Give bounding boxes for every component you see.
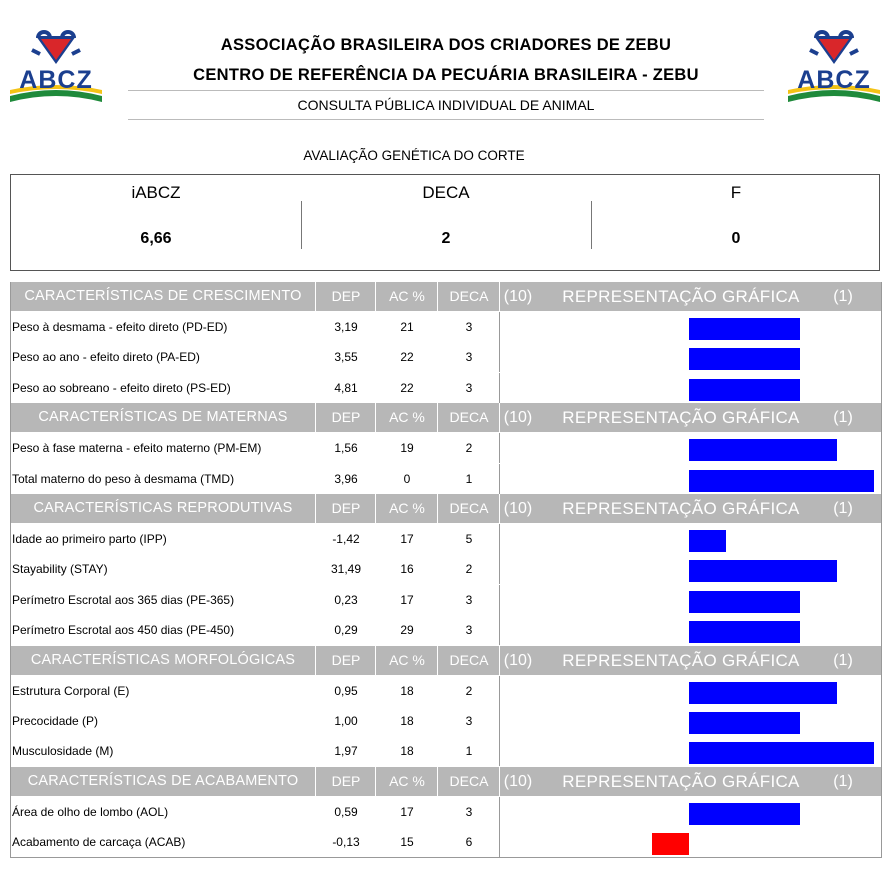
section-title: CARACTERÍSTICAS REPRODUTIVAS	[33, 499, 293, 516]
trait-dep: 0,59	[334, 804, 358, 819]
trait-deca: 1	[465, 471, 473, 486]
header-separator	[315, 282, 316, 311]
trait-ac: 0	[403, 471, 411, 486]
summary-deca	[301, 175, 591, 270]
section-header	[11, 282, 881, 312]
col-deca-header: DECA	[449, 772, 489, 789]
positive-bar	[689, 803, 800, 825]
section-title: CARACTERÍSTICAS MORFOLÓGICAS	[30, 651, 296, 668]
abcz-logo-left	[8, 26, 104, 106]
graph-cell	[499, 676, 882, 706]
table-row	[11, 797, 881, 827]
trait-deca: 5	[465, 531, 473, 546]
header-separator	[437, 767, 438, 796]
col-ac-header: AC %	[389, 288, 425, 304]
summary-box	[10, 174, 880, 271]
evaluation-title: AVALIAÇÃO GENÉTICA DO CORTE	[303, 148, 525, 163]
graph-header: REPRESENTAÇÃO GRÁFICA	[562, 287, 800, 306]
positive-bar	[689, 682, 837, 704]
trait-name: Musculosidade (M)	[12, 744, 114, 759]
trait-dep: 1,00	[334, 713, 358, 728]
graph-cell	[499, 554, 882, 584]
col-dep-header: DEP	[331, 772, 361, 789]
col-dep-header: DEP	[331, 499, 361, 516]
trait-ac: 17	[400, 804, 414, 819]
trait-name: Acabamento de carcaça (ACAB)	[12, 835, 186, 850]
trait-name: Estrutura Corporal (E)	[12, 683, 130, 698]
header-separator	[315, 403, 316, 432]
trait-deca: 3	[465, 592, 473, 607]
scale-right-label: (1)	[833, 499, 853, 517]
trait-deca: 3	[465, 350, 473, 365]
abcz-logo-text: ABCZ	[19, 66, 93, 94]
trait-ac: 16	[400, 562, 414, 577]
col-deca-header: DECA	[449, 499, 489, 516]
summary-label: F	[730, 183, 742, 202]
section-header	[11, 403, 881, 433]
section-header	[11, 646, 881, 676]
trait-dep: 3,19	[334, 320, 358, 334]
scale-left-label: (10)	[503, 651, 533, 669]
summary-value: 2	[441, 230, 451, 247]
header-separator	[499, 494, 500, 523]
summary-label: DECA	[422, 183, 470, 202]
col-ac-header: AC %	[389, 409, 425, 426]
positive-bar	[689, 621, 800, 643]
graph-cell	[499, 827, 882, 857]
graph-cell	[499, 706, 882, 736]
scale-right-label: (1)	[833, 409, 853, 427]
trait-deca: 1	[465, 744, 473, 759]
header-separator	[375, 767, 376, 796]
trait-deca: 3	[465, 380, 473, 395]
positive-bar	[689, 742, 874, 764]
trait-ac: 29	[400, 623, 414, 638]
graph-cell	[499, 524, 882, 554]
col-deca-header: DECA	[449, 288, 489, 304]
org-title: ASSOCIAÇÃO BRASILEIRA DOS CRIADORES DE ZEBU	[220, 36, 672, 54]
header-separator	[375, 494, 376, 523]
col-ac-header: AC %	[389, 772, 425, 789]
trait-deca: 3	[465, 804, 473, 819]
positive-bar	[689, 712, 800, 734]
trait-name: Peso ao sobreano - efeito direto (PS-ED)	[12, 380, 231, 395]
scale-right-label: (1)	[833, 772, 853, 790]
trait-dep: 0,29	[334, 623, 358, 638]
summary-f	[591, 175, 881, 270]
graph-cell	[499, 312, 882, 342]
summary-value: 0	[731, 230, 741, 247]
positive-bar	[689, 379, 800, 401]
col-dep-header: DEP	[331, 651, 361, 668]
trait-ac: 21	[400, 320, 414, 334]
header-separator	[499, 403, 500, 432]
positive-bar	[689, 470, 874, 492]
trait-deca: 3	[465, 713, 473, 728]
header-separator	[375, 403, 376, 432]
col-dep-header: DEP	[331, 409, 361, 426]
section-title: CARACTERÍSTICAS DE ACABAMENTO	[27, 772, 299, 789]
traits-table	[10, 282, 882, 858]
graph-cell	[499, 373, 882, 403]
trait-dep: -0,13	[332, 835, 360, 850]
col-ac-header: AC %	[389, 651, 425, 668]
trait-ac: 18	[400, 744, 414, 759]
positive-bar	[689, 348, 800, 370]
table-row	[11, 736, 881, 766]
section-header	[11, 494, 881, 524]
header-divider	[128, 90, 764, 91]
header-separator	[315, 767, 316, 796]
trait-deca: 2	[465, 683, 473, 698]
positive-bar	[689, 560, 837, 582]
scale-left-label: (10)	[503, 409, 533, 427]
table-row	[11, 554, 881, 584]
trait-dep: 31,49	[330, 562, 362, 577]
col-ac-header: AC %	[389, 499, 425, 516]
abcz-logo-text: ABCZ	[797, 66, 871, 94]
header-separator	[437, 646, 438, 675]
section-header	[11, 767, 881, 797]
header-divider	[128, 119, 764, 120]
trait-deca: 3	[465, 623, 473, 638]
header-separator	[375, 282, 376, 311]
trait-deca: 6	[465, 835, 473, 850]
trait-dep: 1,56	[334, 441, 358, 456]
trait-deca: 2	[465, 562, 473, 577]
graph-header: REPRESENTAÇÃO GRÁFICA	[562, 650, 800, 670]
table-row	[11, 706, 881, 736]
scale-left-label: (10)	[503, 288, 533, 305]
negative-bar	[652, 833, 689, 855]
table-row	[11, 676, 881, 706]
graph-cell	[499, 433, 882, 463]
header-separator	[499, 767, 500, 796]
graph-header: REPRESENTAÇÃO GRÁFICA	[562, 408, 800, 428]
scale-right-label: (1)	[833, 651, 853, 669]
graph-header: REPRESENTAÇÃO GRÁFICA	[562, 771, 800, 791]
table-row	[11, 373, 881, 403]
graph-cell	[499, 736, 882, 766]
header-separator	[499, 282, 500, 311]
trait-name: Precocidade (P)	[12, 713, 99, 728]
trait-name: Perímetro Escrotal aos 365 dias (PE-365)	[12, 592, 235, 607]
summary-label: iABCZ	[131, 183, 181, 202]
trait-ac: 18	[400, 713, 414, 728]
graph-cell	[499, 464, 882, 494]
table-row	[11, 827, 881, 857]
graph-header: REPRESENTAÇÃO GRÁFICA	[562, 498, 800, 518]
trait-name: Perímetro Escrotal aos 450 dias (PE-450)	[12, 623, 235, 638]
trait-deca: 2	[465, 441, 473, 456]
table-row	[11, 464, 881, 494]
section-title: CARACTERÍSTICAS DE MATERNAS	[38, 409, 288, 426]
scale-left-label: (10)	[503, 772, 533, 790]
header-separator	[499, 646, 500, 675]
header-separator	[315, 646, 316, 675]
scale-right-label: (1)	[833, 288, 853, 305]
trait-ac: 22	[400, 350, 414, 365]
scale-left-label: (10)	[503, 499, 533, 517]
graph-cell	[499, 615, 882, 645]
col-dep-header: DEP	[331, 288, 361, 304]
header-separator	[375, 646, 376, 675]
trait-name: Peso à fase materna - efeito materno (PM-EM)	[12, 441, 262, 456]
trait-dep: 1,97	[334, 744, 358, 759]
trait-dep: 3,96	[334, 471, 358, 486]
header-separator	[315, 494, 316, 523]
trait-name: Peso à desmama - efeito direto (PD-ED)	[12, 320, 228, 334]
table-row	[11, 585, 881, 615]
positive-bar	[689, 318, 800, 340]
trait-dep: 0,23	[334, 592, 358, 607]
trait-ac: 17	[400, 592, 414, 607]
positive-bar	[689, 591, 800, 613]
table-row	[11, 342, 881, 372]
trait-dep: -1,42	[332, 531, 360, 546]
header-separator	[437, 282, 438, 311]
table-row	[11, 524, 881, 554]
trait-ac: 17	[400, 531, 414, 546]
table-row	[11, 615, 881, 645]
page-subtitle: CONSULTA PÚBLICA INDIVIDUAL DE ANIMAL	[297, 97, 595, 113]
trait-name: Total materno do peso à desmama (TMD)	[12, 471, 235, 486]
col-deca-header: DECA	[449, 651, 489, 668]
trait-deca: 3	[465, 320, 473, 334]
col-deca-header: DECA	[449, 409, 489, 426]
positive-bar	[689, 530, 726, 552]
positive-bar	[689, 439, 837, 461]
trait-name: Stayability (STAY)	[12, 562, 108, 577]
graph-cell	[499, 342, 882, 372]
header-separator	[437, 494, 438, 523]
table-row	[11, 312, 881, 342]
summary-iabcz	[11, 175, 301, 270]
trait-dep: 0,95	[334, 683, 358, 698]
trait-dep: 3,55	[334, 350, 358, 365]
trait-name: Idade ao primeiro parto (IPP)	[12, 531, 167, 546]
trait-name: Área de olho de lombo (AOL)	[12, 804, 169, 819]
graph-cell	[499, 585, 882, 615]
trait-ac: 18	[400, 683, 414, 698]
summary-value: 6,66	[140, 230, 172, 247]
trait-name: Peso ao ano - efeito direto (PA-ED)	[12, 350, 200, 365]
table-row	[11, 433, 881, 463]
trait-ac: 22	[400, 380, 414, 395]
header-separator	[437, 403, 438, 432]
graph-cell	[499, 797, 882, 827]
trait-ac: 19	[400, 441, 414, 456]
abcz-logo-right	[786, 26, 882, 106]
section-title: CARACTERÍSTICAS DE CRESCIMENTO	[24, 288, 302, 304]
trait-ac: 15	[400, 835, 414, 850]
center-title: CENTRO DE REFERÊNCIA DA PECUÁRIA BRASILEIRA - ZEBU	[193, 66, 699, 84]
trait-dep: 4,81	[334, 380, 358, 395]
